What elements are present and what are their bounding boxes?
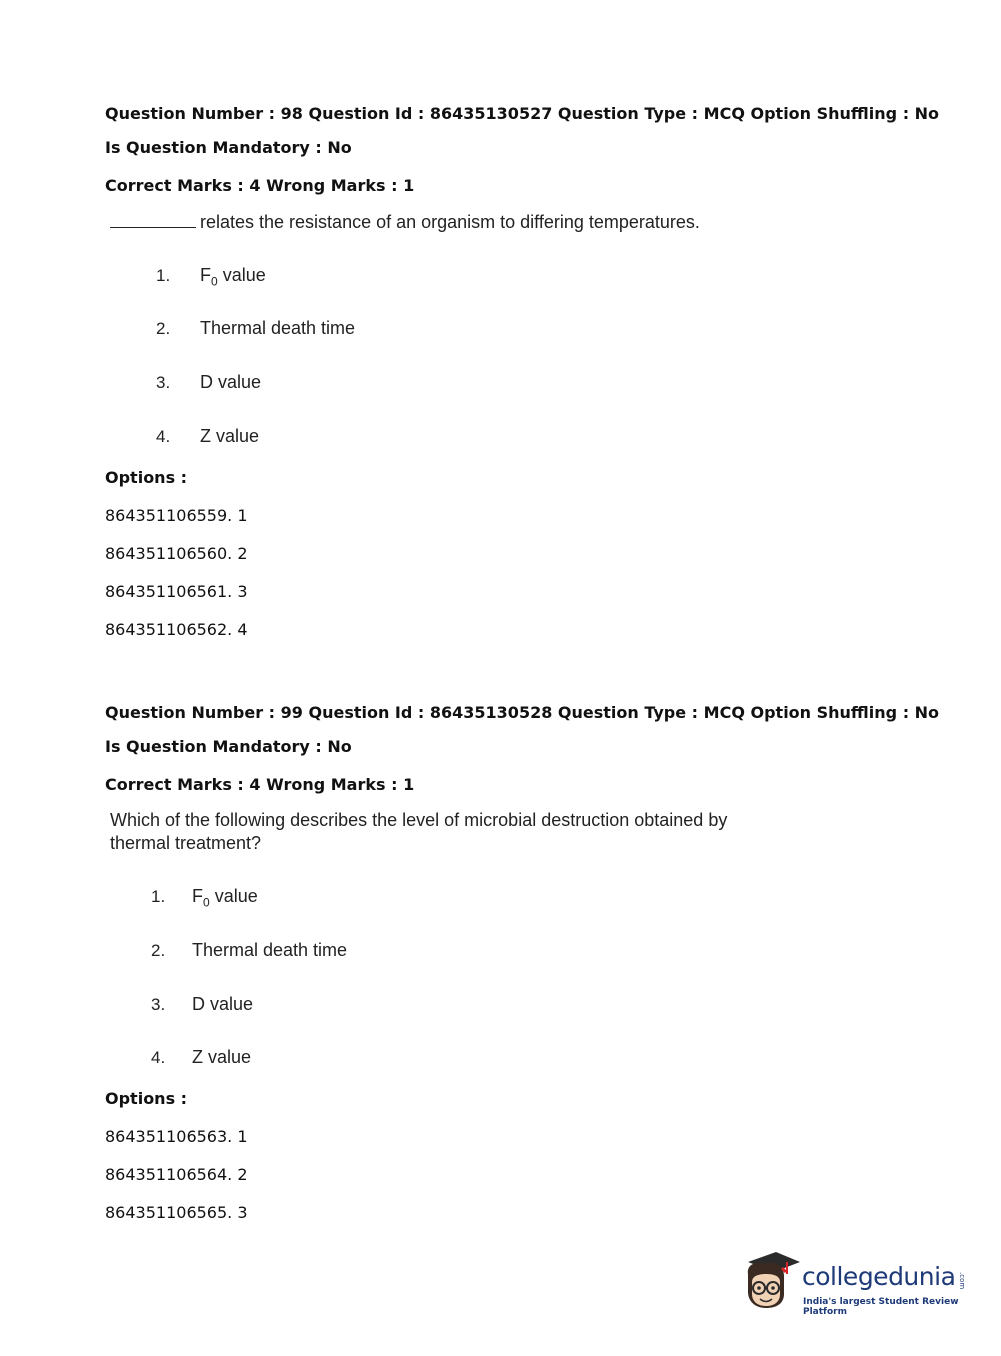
- q99-choice-3-num: 3.: [151, 995, 166, 1014]
- q99-choice-4: Z value: [192, 1047, 252, 1067]
- q98-marks: Correct Marks : 4 Wrong Marks : 1: [105, 176, 415, 195]
- q98-option-id-2: 864351106560. 2: [105, 544, 248, 563]
- q99-choice-1-num: 1.: [151, 887, 166, 906]
- q98-option-id-1: 864351106559. 1: [105, 506, 248, 525]
- q98-choice-1-rest: value: [217, 265, 266, 285]
- q99-choice-1-main: F: [192, 886, 203, 906]
- brand-name: collegedunia: [802, 1262, 956, 1291]
- mascot-icon: [742, 1248, 802, 1318]
- q99-choice-1-rest: value: [209, 886, 258, 906]
- q98-choice-2: Thermal death time: [200, 318, 356, 338]
- q98-stem-text: relates the resistance of an organism to differing temperatures.: [200, 212, 700, 232]
- q99-choice-4-num: 4.: [151, 1048, 166, 1067]
- q98-choice-1: [200, 265, 266, 289]
- q99-mandatory: Is Question Mandatory : No: [105, 737, 352, 756]
- q98-choice-1-main: F: [200, 265, 211, 285]
- brand-domain: .com: [958, 1272, 966, 1290]
- q99-option-id-2: 864351106564. 2: [105, 1165, 248, 1184]
- q98-option-id-4: 864351106562. 4: [105, 620, 248, 639]
- q98-choice-2-num: 2.: [156, 319, 171, 338]
- q99-stem-line2: thermal treatment?: [110, 833, 262, 853]
- q99-header: Question Number : 99 Question Id : 86435130528 Question Type : MCQ Option Shuffling : No: [105, 703, 940, 722]
- q99-choice-2: Thermal death time: [192, 940, 348, 960]
- q99-choice-3: D value: [192, 994, 254, 1014]
- q98-stem: [110, 211, 700, 233]
- q98-choice-4-num: 4.: [156, 427, 171, 446]
- q99-option-id-1: 864351106563. 1: [105, 1127, 248, 1146]
- brand-tagline: India's largest Student Review Platform: [803, 1297, 959, 1317]
- q98-mandatory: Is Question Mandatory : No: [105, 138, 352, 157]
- q98-choice-1-sub: 0: [211, 274, 218, 289]
- collegedunia-logo: [742, 1248, 972, 1318]
- q98-choice-3: D value: [200, 372, 262, 392]
- q98-option-id-3: 864351106561. 3: [105, 582, 248, 601]
- q99-options-label: Options :: [105, 1089, 188, 1108]
- q99-choice-1: [192, 886, 258, 910]
- q99-stem-line1: Which of the following describes the level of microbial destruction obtained by: [110, 810, 728, 830]
- q99-option-id-3: 864351106565. 3: [105, 1203, 248, 1222]
- q99-choice-1-sub: 0: [203, 895, 210, 910]
- fill-in-blank: [110, 211, 196, 228]
- q98-choice-3-num: 3.: [156, 373, 171, 392]
- q98-options-label: Options :: [105, 468, 188, 487]
- q98-choice-1-num: 1.: [156, 266, 171, 285]
- q99-marks: Correct Marks : 4 Wrong Marks : 1: [105, 775, 415, 794]
- q99-choice-2-num: 2.: [151, 941, 166, 960]
- q98-choice-4: Z value: [200, 426, 260, 446]
- q98-header: Question Number : 98 Question Id : 86435130527 Question Type : MCQ Option Shuffling : No: [105, 104, 940, 123]
